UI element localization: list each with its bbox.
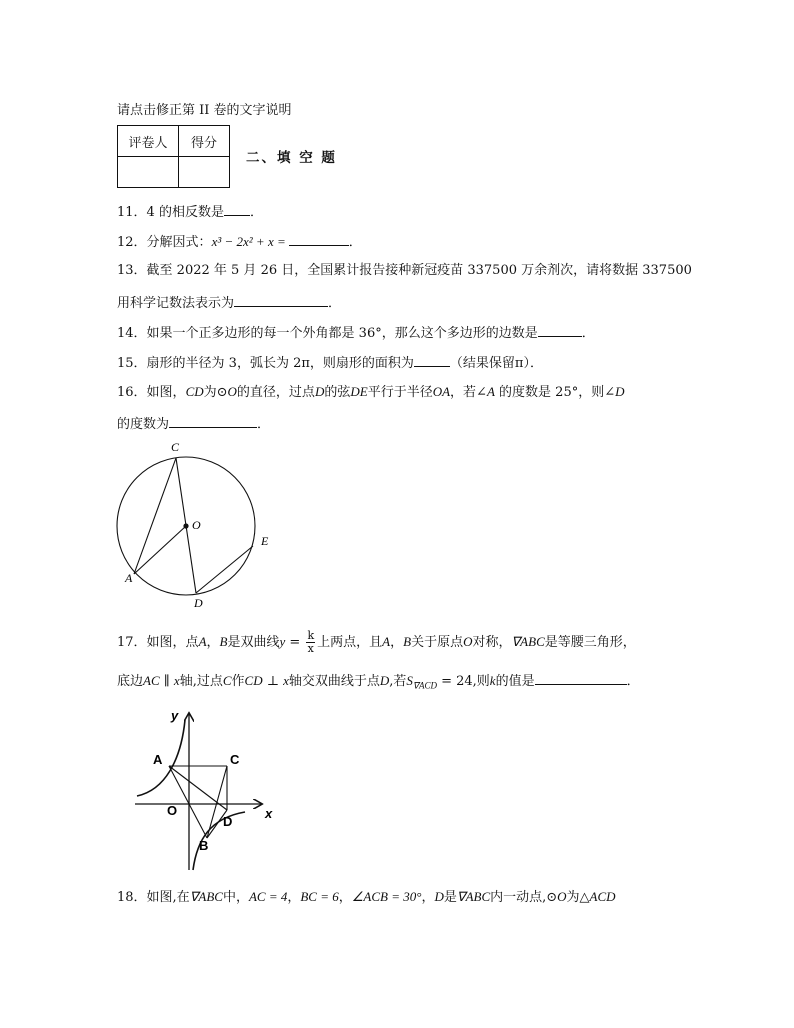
frac-den: x bbox=[307, 642, 314, 655]
q16-var: CD bbox=[185, 384, 204, 399]
figure-16-circle-diagram bbox=[110, 436, 290, 614]
q16-blank bbox=[169, 415, 257, 428]
q16-text: 的直径，过点 bbox=[236, 385, 315, 400]
label-d: D bbox=[194, 596, 203, 610]
section-title: 二、填 空 题 bbox=[246, 150, 337, 166]
q17-var: S bbox=[406, 673, 413, 688]
q17-text: = bbox=[285, 635, 305, 650]
chord-ca bbox=[134, 458, 176, 574]
label-c: C bbox=[230, 752, 240, 767]
q17-text: ， bbox=[390, 635, 404, 650]
q17-text: 轴交双曲线于点 bbox=[288, 674, 380, 689]
q17-text: ⊥ bbox=[262, 674, 284, 689]
q18-var: O bbox=[557, 889, 567, 904]
q15-end: （结果保留π）． bbox=[449, 356, 543, 371]
question-13-line2 bbox=[117, 294, 341, 310]
q15-blank bbox=[414, 354, 450, 367]
q11-number: 11． bbox=[117, 205, 147, 220]
q18-var: ∇ABC bbox=[189, 889, 223, 904]
q17-text: = 24 bbox=[436, 674, 473, 689]
q17-subscript: ∇ACD bbox=[412, 680, 437, 691]
q18-text: 如图,在 bbox=[146, 890, 190, 905]
label-o: O bbox=[192, 518, 201, 532]
label-a: A bbox=[125, 571, 133, 585]
q17-var: k bbox=[489, 673, 496, 688]
q14-text: 如果一个正多边形的每一个外角都是 36°，那么这个多边形的边数是 bbox=[146, 326, 538, 341]
q15-text: 扇形的半径为 3，弧长为 2π，则扇形的面积为 bbox=[146, 356, 414, 371]
q11-text: 4 的相反数是 bbox=[146, 205, 224, 220]
q12-expression: x³ − 2x² + x = bbox=[211, 234, 286, 249]
q12-end: ． bbox=[348, 235, 362, 250]
q16-text: 的弦 bbox=[324, 385, 351, 400]
q11-blank bbox=[224, 203, 250, 216]
q16-text-2: 的度数为 bbox=[117, 417, 170, 432]
q18-text: 内一动点,⊙ bbox=[490, 890, 558, 905]
q17-text: ,则 bbox=[472, 674, 490, 689]
q18-number: 18． bbox=[117, 890, 147, 905]
q14-blank bbox=[538, 324, 582, 337]
q16-text: 如图， bbox=[146, 385, 186, 400]
label-y: y bbox=[171, 708, 179, 723]
q17-number: 17． bbox=[117, 635, 147, 650]
q17-text: 是双曲线 bbox=[227, 635, 280, 650]
q17-end: ． bbox=[626, 674, 640, 689]
q17-fraction bbox=[306, 630, 315, 655]
q17-var: B bbox=[219, 634, 228, 649]
q17-text: 底边 bbox=[117, 674, 144, 689]
question-16-line1 bbox=[117, 385, 625, 399]
q16-var: D bbox=[615, 384, 625, 399]
label-d: D bbox=[223, 814, 233, 829]
q14-number: 14． bbox=[117, 326, 147, 341]
figure-17-hyperbola-diagram bbox=[135, 700, 295, 872]
q17-var: D bbox=[379, 673, 390, 688]
q17-text: ,若 bbox=[389, 674, 407, 689]
q13-blank bbox=[234, 294, 328, 307]
q17-text: 是等腰三角形， bbox=[544, 635, 636, 650]
q16-text: 的度数是 25°，则∠ bbox=[494, 385, 616, 400]
q18-var: AC = 4 bbox=[248, 889, 288, 904]
q18-text: ， bbox=[338, 890, 352, 905]
q17-var: x bbox=[173, 673, 180, 688]
q16-var: O bbox=[227, 384, 237, 399]
question-13-line1 bbox=[117, 264, 692, 277]
grader-header: 评卷人 bbox=[118, 126, 179, 157]
q17-text: 如图，点 bbox=[146, 635, 199, 650]
q15-number: 15． bbox=[117, 356, 147, 371]
question-18 bbox=[117, 890, 616, 904]
q17-blank bbox=[535, 672, 627, 685]
q12-number: 12． bbox=[117, 235, 147, 250]
q18-text: ， bbox=[421, 890, 435, 905]
frac-num: k bbox=[307, 629, 315, 642]
q12-text: 分解因式： bbox=[146, 235, 212, 250]
q17-text: 关于原点 bbox=[411, 635, 464, 650]
q18-text: 是 bbox=[443, 890, 457, 905]
q17-var: CD bbox=[244, 673, 263, 688]
q17-text: 轴,过点 bbox=[179, 674, 223, 689]
q17-var: x bbox=[283, 673, 289, 688]
q17-text: 对称， bbox=[472, 635, 512, 650]
q16-number: 16． bbox=[117, 385, 147, 400]
label-o: O bbox=[167, 803, 178, 818]
q17-text: ∥ bbox=[159, 674, 174, 689]
grader-cell bbox=[118, 157, 179, 188]
q16-var: OA bbox=[432, 384, 451, 399]
chord-de bbox=[196, 546, 253, 593]
question-14 bbox=[117, 324, 595, 340]
q18-text: ， bbox=[287, 890, 301, 905]
q16-text: 平行于半径 bbox=[367, 385, 433, 400]
q18-var: ACD bbox=[589, 889, 616, 904]
q17-var: y bbox=[279, 634, 286, 649]
score-header: 得分 bbox=[179, 126, 230, 157]
q17-var: A bbox=[382, 634, 391, 649]
question-17-line2 bbox=[117, 672, 640, 691]
question-17-line1 bbox=[117, 629, 636, 656]
question-11 bbox=[117, 203, 263, 219]
label-a: A bbox=[153, 752, 163, 767]
label-c: C bbox=[171, 440, 180, 454]
q17-var: ∇ABC bbox=[511, 634, 545, 649]
q18-text: 中， bbox=[222, 890, 249, 905]
q17-var: C bbox=[222, 673, 232, 688]
q13-end: ． bbox=[328, 296, 342, 311]
q17-text: 作 bbox=[231, 674, 245, 689]
question-12 bbox=[117, 233, 362, 249]
score-cell bbox=[179, 157, 230, 188]
q11-end: ． bbox=[249, 205, 263, 220]
q16-var: D bbox=[314, 384, 325, 399]
q17-var: B bbox=[403, 634, 412, 649]
score-table bbox=[117, 125, 230, 188]
q13-text: 截至 2022 年 5 月 26 日，全国累计报告接种新冠疫苗 337500 万余剂次，请将数据 337500 bbox=[146, 263, 692, 278]
q18-var: ∠ACB = 30° bbox=[351, 889, 422, 904]
q16-var: A bbox=[486, 384, 495, 399]
q17-text: 的值是 bbox=[495, 674, 535, 689]
q17-text: 上两点，且 bbox=[317, 635, 383, 650]
q12-blank bbox=[289, 233, 349, 246]
q14-end: ． bbox=[581, 326, 595, 341]
q18-var: ∇ABC bbox=[456, 889, 491, 904]
label-b: B bbox=[199, 838, 209, 853]
label-e: E bbox=[261, 534, 269, 548]
q18-text: 为△ bbox=[566, 890, 590, 905]
q18-var: BC = 6 bbox=[300, 889, 339, 904]
q16-end: ． bbox=[257, 417, 271, 432]
center-dot bbox=[183, 523, 188, 528]
q16-text: ，若∠ bbox=[450, 385, 487, 400]
radius-oa bbox=[134, 526, 186, 574]
q17-var: A bbox=[198, 634, 207, 649]
question-15 bbox=[117, 354, 543, 370]
q13-number: 13． bbox=[117, 263, 147, 278]
q17-text: ， bbox=[206, 635, 220, 650]
q18-var: D bbox=[434, 889, 444, 904]
q17-var: AC bbox=[143, 673, 160, 688]
q17-var: O bbox=[463, 634, 473, 649]
question-16-line2 bbox=[117, 415, 270, 431]
header-note: 请点击修正第 II 卷的文字说明 bbox=[117, 103, 292, 118]
q13-text-2: 用科学记数法表示为 bbox=[117, 296, 235, 311]
label-x: x bbox=[265, 806, 273, 821]
q16-var: DE bbox=[350, 384, 368, 399]
segment-ab bbox=[169, 766, 207, 838]
q16-text: 为⊙ bbox=[203, 385, 228, 400]
